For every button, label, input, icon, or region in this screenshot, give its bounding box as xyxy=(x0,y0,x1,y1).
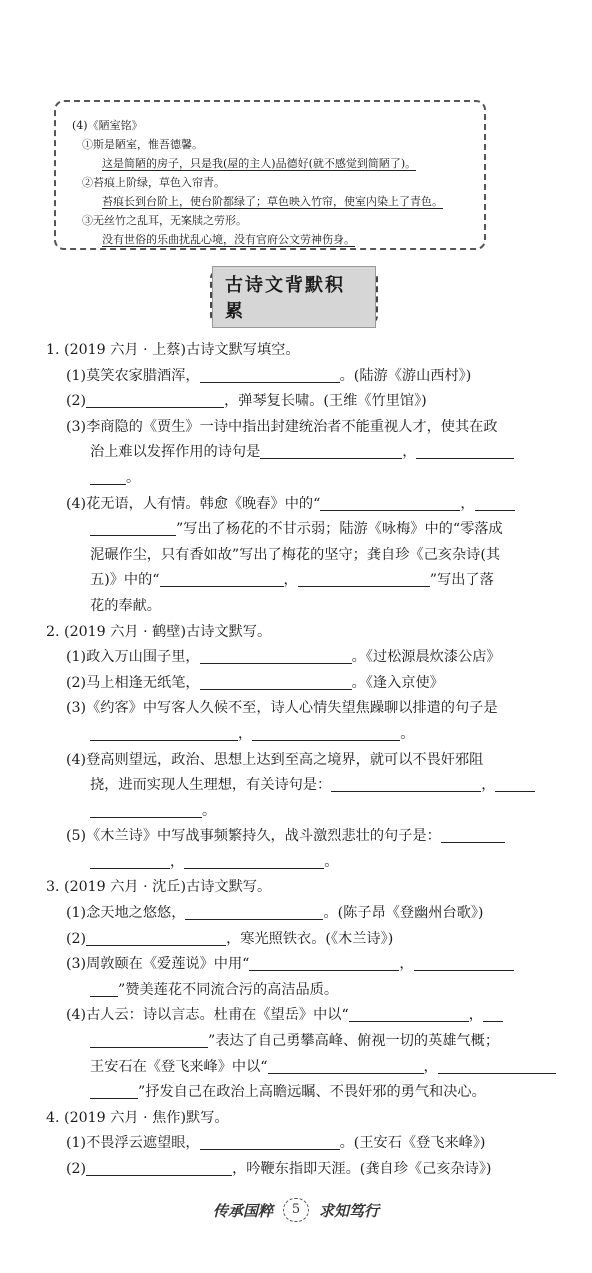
fill-in-blank[interactable] xyxy=(90,980,118,997)
section-title: 古诗文背默积累 xyxy=(212,266,376,328)
question-text: ， xyxy=(468,1007,483,1024)
fill-in-blank[interactable] xyxy=(260,442,402,459)
question-text: ，吟鞭东指即天涯。(龚自珍《己亥杂诗》) xyxy=(232,1161,492,1177)
question-line xyxy=(46,824,546,850)
question-line xyxy=(46,927,546,953)
question-text: ”表达了自己勇攀高峰、俯视一切的英雄气概； xyxy=(208,1033,500,1050)
footer-right-slogan: 求知笃行 xyxy=(319,1201,380,1220)
question-text: (3)周敦颐在《爱莲说》中用“ xyxy=(66,956,250,973)
question-text: 。《逢入京使》 xyxy=(351,674,444,691)
question-line xyxy=(46,748,546,774)
question-text: ”写出了杨花的不甘示弱；陆游《咏梅》中的“零落成 xyxy=(176,521,503,538)
question-text: (3)李商隐的《贾生》一诗中指出封建统治者不能重视人才，使其在政 xyxy=(66,418,498,435)
question-line xyxy=(46,338,546,364)
question-line xyxy=(46,415,546,441)
fill-in-blank[interactable] xyxy=(249,954,399,971)
fill-in-blank[interactable] xyxy=(90,801,202,818)
fill-in-blank[interactable] xyxy=(483,1005,503,1022)
fill-in-blank[interactable] xyxy=(252,724,400,741)
fill-in-blank[interactable] xyxy=(86,391,224,408)
question-text: (5)《木兰诗》中写战事频繁持久，战斗激烈悲壮的句子是： xyxy=(66,828,441,845)
fill-in-blank[interactable] xyxy=(90,468,126,485)
question-text: 。《过松源晨炊漆公店》 xyxy=(351,649,501,666)
fill-in-blank[interactable] xyxy=(90,1031,208,1048)
question-text: 1. (2019 六月 · 上蔡)古诗文默写填空。 xyxy=(46,342,300,358)
question-line xyxy=(46,440,546,466)
question-line xyxy=(46,1003,546,1029)
question-line xyxy=(46,875,546,901)
question-text: 挠，进而实现人生理想，有关诗句是： xyxy=(90,777,332,794)
question-line xyxy=(46,620,546,646)
question-text: ”写出了落 xyxy=(429,572,494,589)
question-text: ， xyxy=(402,444,417,461)
question-text: 。 xyxy=(324,853,339,870)
question-text: (2) xyxy=(66,1161,87,1177)
question-line xyxy=(46,492,546,518)
fill-in-blank[interactable] xyxy=(90,852,170,869)
question-text: 。 xyxy=(202,802,217,819)
fill-in-blank[interactable] xyxy=(298,570,430,587)
question-text: ， xyxy=(460,495,475,512)
question-line xyxy=(46,952,546,978)
question-text: 泥碾作尘，只有香如故”写出了梅花的坚守；龚自珍《己亥杂诗(其 xyxy=(90,546,501,563)
fill-in-blank[interactable] xyxy=(90,724,238,741)
question-line xyxy=(46,1157,546,1183)
fill-in-blank[interactable] xyxy=(86,1159,232,1176)
question-line xyxy=(46,466,546,492)
question-text: ， xyxy=(283,572,298,589)
answer-q2: ②苔痕上阶绿，草色入帘青。 xyxy=(82,176,225,189)
question-line xyxy=(46,389,546,415)
question-text: 3. (2019 六月 · 沈丘)古诗文默写。 xyxy=(46,879,272,896)
question-text: 五)》中的“ xyxy=(90,572,160,589)
question-text: (1)政入万山围子里， xyxy=(66,649,200,666)
answer-a1: 这是简陋的房子，只是我(屋的主人)品德好(就不感觉到简陋了)。 xyxy=(102,157,417,170)
question-text: 。(王安石《登飞来峰》) xyxy=(339,1135,486,1152)
question-text: (3)《约客》中写客人久候不至，诗人心情失望焦躁聊以排遣的句子是 xyxy=(66,700,498,717)
fill-in-blank[interactable] xyxy=(184,852,324,869)
answer-a3: 没有世俗的乐曲扰乱心境，没有官府公文劳神伤身。 xyxy=(102,233,355,246)
question-text: ”抒发自己在政治上高瞻远瞩、不畏奸邪的勇气和决心。 xyxy=(138,1084,486,1101)
question-text: (2) xyxy=(66,930,87,947)
question-text: (2)马上相逢无纸笔， xyxy=(66,674,200,691)
question-text: (4)登高则望远，政治、思想上达到至高之境界，就可以不畏奸邪阻 xyxy=(66,751,484,768)
answer-q3: ③无丝竹之乱耳，无案牍之劳形。 xyxy=(82,214,247,227)
question-line xyxy=(46,773,546,799)
answer-a2: 苔痕长到台阶上，使台阶都绿了；草色映入竹帘，使室内染上了青色。 xyxy=(102,195,443,208)
fill-in-blank[interactable] xyxy=(90,1082,138,1099)
question-text: (1)念天地之悠悠， xyxy=(66,905,186,922)
fill-in-blank[interactable] xyxy=(349,1005,469,1022)
question-text: 治上难以发挥作用的诗句是 xyxy=(90,444,261,461)
fill-in-blank[interactable] xyxy=(438,1057,556,1074)
question-text: 。 xyxy=(126,469,141,486)
fill-in-blank[interactable] xyxy=(441,826,505,843)
question-text: 王安石在《登飞来峰》中以“ xyxy=(90,1058,268,1075)
footer xyxy=(180,1196,412,1224)
question-text: (4)花无语，人有情。韩愈《晚春》中的“ xyxy=(66,495,321,512)
question-line xyxy=(46,543,546,569)
question-line xyxy=(46,978,546,1004)
question-line xyxy=(46,517,546,543)
question-line xyxy=(46,1106,546,1132)
question-line xyxy=(46,1131,546,1157)
question-text: ”赞美莲花不同流合污的高洁品质。 xyxy=(118,981,339,998)
question-line xyxy=(46,1029,546,1055)
fill-in-blank[interactable] xyxy=(200,1133,340,1150)
fill-in-blank[interactable] xyxy=(416,442,514,459)
fill-in-blank[interactable] xyxy=(200,366,340,383)
fill-in-blank[interactable] xyxy=(200,647,352,664)
question-text: ， xyxy=(170,853,185,870)
fill-in-blank[interactable] xyxy=(86,929,226,946)
answer-box-title: (4)《陋室铭》 xyxy=(72,119,143,132)
question-text: (1)不畏浮云遮望眼， xyxy=(66,1135,200,1152)
fill-in-blank[interactable] xyxy=(268,1057,424,1074)
fill-in-blank[interactable] xyxy=(414,954,514,971)
question-text: 4. (2019 六月 · 焦作)默写。 xyxy=(46,1109,229,1126)
question-text: ，弹琴复长啸。(王维《竹里馆》) xyxy=(224,393,427,410)
fill-in-blank[interactable] xyxy=(475,494,515,511)
question-line xyxy=(46,799,546,825)
footer-left-slogan: 传承国粹 xyxy=(212,1201,273,1220)
question-line xyxy=(46,722,546,748)
question-line xyxy=(46,645,546,671)
fill-in-blank[interactable] xyxy=(495,775,535,792)
question-text: 。(陆游《游山西村》) xyxy=(339,367,472,384)
page-number: 5 xyxy=(283,1198,309,1222)
question-line xyxy=(46,1055,546,1081)
question-text: 2. (2019 六月 · 鹤壁)古诗文默写。 xyxy=(46,623,272,640)
question-list xyxy=(46,338,546,1183)
section-banner xyxy=(210,270,378,324)
question-text: 。(陈子昂《登幽州台歌》) xyxy=(323,905,484,922)
question-line xyxy=(46,364,546,390)
fill-in-blank[interactable] xyxy=(200,673,352,690)
fill-in-blank[interactable] xyxy=(331,775,481,792)
question-text: 花的奉献。 xyxy=(90,597,161,614)
question-text: 。 xyxy=(400,725,415,742)
fill-in-blank[interactable] xyxy=(185,903,323,920)
question-text: (2) xyxy=(66,393,87,410)
question-text: ， xyxy=(399,956,414,973)
fill-in-blank[interactable] xyxy=(90,519,176,536)
question-line xyxy=(46,1080,546,1106)
question-text: (4)古人云：诗以言志。杜甫在《望岳》中以“ xyxy=(66,1007,349,1024)
question-text: (1)莫笑农家腊酒浑， xyxy=(66,367,200,384)
question-line xyxy=(46,901,546,927)
question-line xyxy=(46,850,546,876)
answer-q1: ①斯是陋室，惟吾德馨。 xyxy=(82,138,203,151)
question-text: ， xyxy=(238,725,253,742)
fill-in-blank[interactable] xyxy=(160,570,284,587)
question-text: ，寒光照铁衣。(《木兰诗》) xyxy=(226,930,394,947)
question-line xyxy=(46,696,546,722)
question-line xyxy=(46,671,546,697)
question-text: ， xyxy=(481,777,496,794)
question-line xyxy=(46,594,546,620)
question-text: ， xyxy=(423,1058,438,1075)
answer-box xyxy=(54,100,486,250)
fill-in-blank[interactable] xyxy=(320,494,460,511)
question-line xyxy=(46,568,546,594)
